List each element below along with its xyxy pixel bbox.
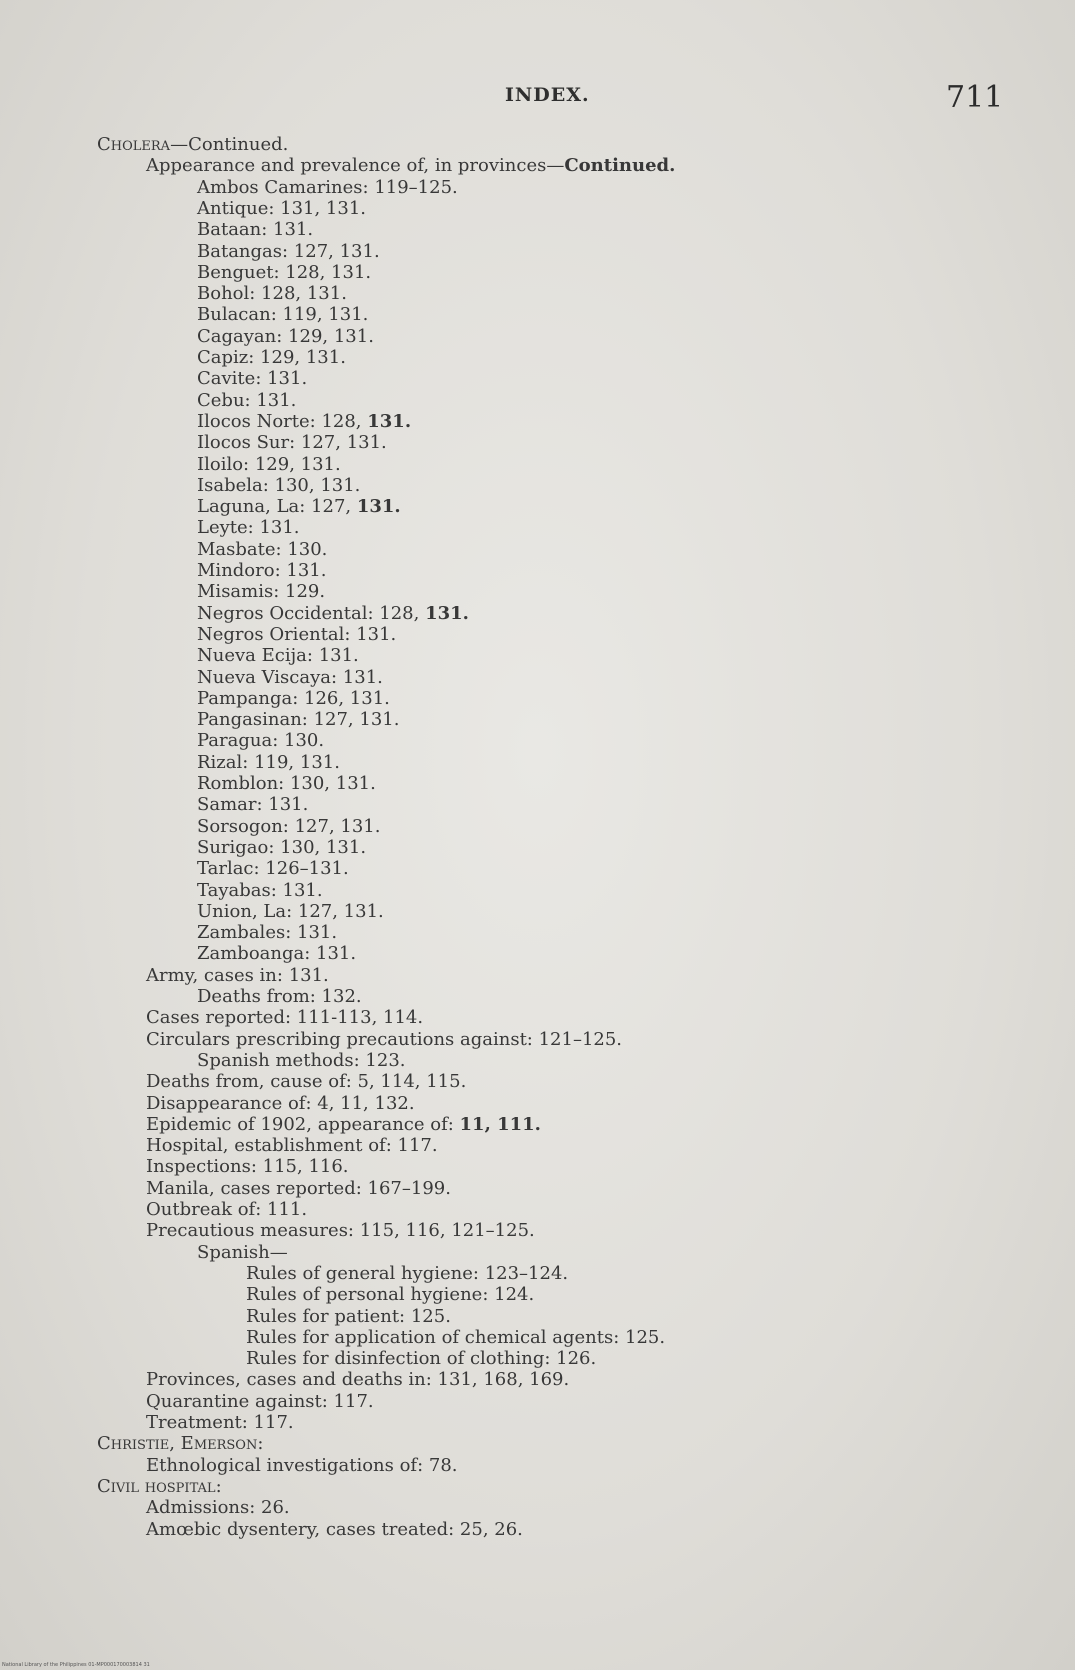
entry-text: Iloilo: 129, 131. bbox=[197, 453, 341, 475]
entry-text: Bulacan: 119, 131. bbox=[197, 304, 369, 326]
entry-text: Rizal: 119, 131. bbox=[197, 751, 340, 773]
index-entry bbox=[197, 688, 390, 709]
index-entry bbox=[246, 1327, 665, 1348]
entry-text: Tayabas: 131. bbox=[197, 879, 323, 901]
entry-text: Union, La: 127, 131. bbox=[197, 900, 384, 922]
index-entry bbox=[197, 581, 325, 602]
index-entry bbox=[197, 709, 399, 730]
index-entry bbox=[197, 262, 371, 283]
entry-text: Spanish methods: 123. bbox=[197, 1049, 406, 1071]
index-entry bbox=[146, 1199, 307, 1220]
index-entry bbox=[197, 1050, 406, 1071]
entry-text: Negros Oriental: 131. bbox=[197, 623, 397, 645]
entry-text: Provinces, cases and deaths in: 131, 168, 169. bbox=[146, 1369, 570, 1391]
entry-text: Deaths from: 132. bbox=[197, 986, 362, 1007]
index-entry bbox=[197, 560, 326, 581]
index-entry bbox=[197, 390, 296, 411]
entry-text: Benguet: 128, 131. bbox=[197, 261, 372, 283]
index-entry bbox=[197, 432, 387, 453]
index-entry bbox=[197, 326, 374, 347]
entry-text: : bbox=[257, 1433, 264, 1455]
index-entry bbox=[146, 1455, 458, 1476]
entry-text: Ambos Camarines: 119–125. bbox=[197, 176, 458, 198]
entry-text: Hospital, establishment of: 117. bbox=[146, 1135, 438, 1157]
entry-bold-ref: 11, 111. bbox=[459, 1113, 541, 1135]
index-entry bbox=[146, 1412, 294, 1433]
entry-text: : bbox=[215, 1475, 222, 1497]
entry-bold-ref: 131. bbox=[367, 410, 412, 432]
entry-text: Laguna, La: 127, bbox=[197, 496, 357, 518]
entry-text: Circulars prescribing precautions against: 121–125. bbox=[146, 1028, 623, 1050]
entry-text: Surigao: 130, 131. bbox=[197, 836, 367, 858]
entry-text: Pangasinan: 127, 131. bbox=[197, 709, 400, 731]
index-entry bbox=[197, 283, 347, 304]
entry-text: Quarantine against: 117. bbox=[146, 1390, 374, 1412]
entry-text: Capiz: 129, 131. bbox=[197, 347, 346, 368]
entry-text: Paragua: 130. bbox=[197, 730, 325, 752]
entry-text: Rules of personal hygiene: 124. bbox=[246, 1284, 535, 1306]
entry-bold-ref: 131. bbox=[425, 602, 469, 624]
index-entry bbox=[97, 134, 288, 155]
index-entry bbox=[197, 837, 366, 858]
entry-heading: Christie, Emerson bbox=[97, 1433, 258, 1455]
entry-text: Rules for application of chemical agents: 125. bbox=[246, 1326, 666, 1348]
entry-text: Manila, cases reported: 167–199. bbox=[146, 1177, 451, 1199]
index-entry bbox=[197, 517, 300, 538]
index-entry bbox=[197, 730, 324, 751]
index-entry bbox=[197, 177, 458, 198]
entry-text: Nueva Viscaya: 131. bbox=[197, 666, 383, 688]
entry-text: Inspections: 115, 116. bbox=[146, 1156, 349, 1178]
index-entry bbox=[197, 368, 307, 389]
index-entry bbox=[197, 496, 401, 517]
entry-text: Admissions: 26. bbox=[146, 1497, 290, 1519]
index-entry bbox=[197, 1242, 288, 1263]
index-entry bbox=[197, 667, 383, 688]
index-entry bbox=[146, 1007, 423, 1028]
index-entry bbox=[197, 645, 359, 666]
index-entry bbox=[197, 858, 349, 879]
entry-text: Misamis: 129. bbox=[197, 581, 326, 603]
entry-text: Rules for patient: 125. bbox=[246, 1305, 451, 1327]
entry-text: Ilocos Norte: 128, bbox=[197, 410, 368, 432]
index-entry bbox=[146, 1071, 466, 1092]
entry-text: Romblon: 130, 131. bbox=[197, 773, 376, 794]
index-entry bbox=[146, 1391, 374, 1412]
entry-text: Ethnological investigations of: 78. bbox=[146, 1454, 458, 1476]
index-entry bbox=[246, 1306, 451, 1327]
index-entry bbox=[146, 1093, 415, 1114]
entry-text: Spanish— bbox=[197, 1241, 288, 1263]
entry-text: Amœbic dysentery, cases treated: 25, 26. bbox=[146, 1518, 523, 1540]
entry-text: —Continued. bbox=[170, 134, 289, 155]
index-entry bbox=[146, 1178, 451, 1199]
entry-heading: Civil hospital bbox=[97, 1475, 216, 1497]
index-entry bbox=[197, 219, 313, 240]
entry-text: Sorsogon: 127, 131. bbox=[197, 815, 381, 837]
index-entry bbox=[146, 155, 675, 176]
index-entry bbox=[197, 454, 341, 475]
entry-bold-ref: 131. bbox=[356, 496, 401, 518]
entry-text: Rules for disinfection of clothing: 126. bbox=[246, 1348, 597, 1370]
running-header: INDEX. bbox=[505, 84, 590, 106]
page-number: 711 bbox=[946, 80, 1004, 115]
index-entry bbox=[97, 1476, 222, 1497]
entry-text: Cebu: 131. bbox=[197, 389, 297, 411]
entry-text: Rules of general hygiene: 123–124. bbox=[246, 1262, 569, 1284]
entry-text: Treatment: 117. bbox=[146, 1412, 294, 1433]
entry-text: Leyte: 131. bbox=[197, 517, 300, 539]
entry-text: Appearance and prevalence of, in provinces— bbox=[146, 155, 565, 177]
index-entry bbox=[146, 1519, 523, 1540]
index-entry bbox=[146, 965, 329, 986]
entry-text: Isabela: 130, 131. bbox=[197, 474, 361, 496]
entry-text: Masbate: 130. bbox=[197, 538, 328, 560]
index-entry bbox=[197, 943, 356, 964]
index-entry bbox=[197, 880, 323, 901]
entry-text: Epidemic of 1902, appearance of: bbox=[146, 1113, 460, 1135]
entry-text: Disappearance of: 4, 11, 132. bbox=[146, 1092, 415, 1114]
entry-text: Negros Occidental: 128, bbox=[197, 602, 426, 624]
index-entry bbox=[197, 986, 362, 1007]
entry-text: Pampanga: 126, 131. bbox=[197, 687, 390, 709]
index-entry bbox=[197, 752, 340, 773]
index-entry bbox=[197, 922, 337, 943]
entry-text: Army, cases in: 131. bbox=[146, 964, 329, 986]
index-entry bbox=[197, 816, 380, 837]
entry-text: Outbreak of: 111. bbox=[146, 1199, 308, 1220]
index-entry bbox=[146, 1156, 349, 1177]
footer-credit: National Library of the Philippines 01-MP000170003814 31 bbox=[2, 1662, 150, 1668]
index-entry bbox=[197, 411, 411, 432]
index-entry bbox=[146, 1369, 569, 1390]
index-entry bbox=[146, 1029, 622, 1050]
index-entry bbox=[146, 1497, 290, 1518]
index-entry bbox=[197, 475, 360, 496]
entry-text: Ilocos Sur: 127, 131. bbox=[197, 432, 387, 454]
entry-text: Samar: 131. bbox=[197, 794, 309, 816]
index-entry bbox=[197, 304, 368, 325]
index-entry bbox=[197, 347, 346, 368]
entry-text: Nueva Ecija: 131. bbox=[197, 645, 359, 667]
entry-bold-ref: Continued. bbox=[564, 155, 676, 177]
index-entry bbox=[246, 1348, 596, 1369]
entry-text: Bohol: 128, 131. bbox=[197, 283, 347, 305]
index-entry bbox=[197, 773, 376, 794]
index-entry bbox=[246, 1263, 568, 1284]
index-entry bbox=[197, 241, 380, 262]
entry-text: Cavite: 131. bbox=[197, 368, 308, 390]
index-entry bbox=[197, 539, 327, 560]
index-entry bbox=[246, 1284, 534, 1305]
index-entry bbox=[197, 198, 366, 219]
entry-text: Batangas: 127, 131. bbox=[197, 240, 380, 262]
entry-text: Bataan: 131. bbox=[197, 219, 314, 241]
entry-text: Cases reported: 111-113, 114. bbox=[146, 1007, 424, 1029]
entry-text: Deaths from, cause of: 5, 114, 115. bbox=[146, 1071, 467, 1093]
index-entry bbox=[197, 901, 384, 922]
entry-text: Precautious measures: 115, 116, 121–125. bbox=[146, 1220, 535, 1242]
index-entry bbox=[197, 624, 396, 645]
entry-text: Cagayan: 129, 131. bbox=[197, 325, 374, 347]
entry-text: Mindoro: 131. bbox=[197, 560, 327, 581]
entry-text: Antique: 131, 131. bbox=[197, 197, 367, 219]
index-entry bbox=[146, 1220, 535, 1241]
index-entry bbox=[197, 603, 469, 624]
entry-text: Zamboanga: 131. bbox=[197, 943, 357, 965]
index-entry bbox=[197, 794, 308, 815]
index-entry bbox=[97, 1433, 263, 1454]
entry-text: Tarlac: 126–131. bbox=[197, 858, 349, 880]
entry-heading: Cholera bbox=[97, 134, 171, 155]
entry-text: Zambales: 131. bbox=[197, 922, 338, 944]
index-entry bbox=[146, 1135, 438, 1156]
index-entry bbox=[146, 1114, 541, 1135]
